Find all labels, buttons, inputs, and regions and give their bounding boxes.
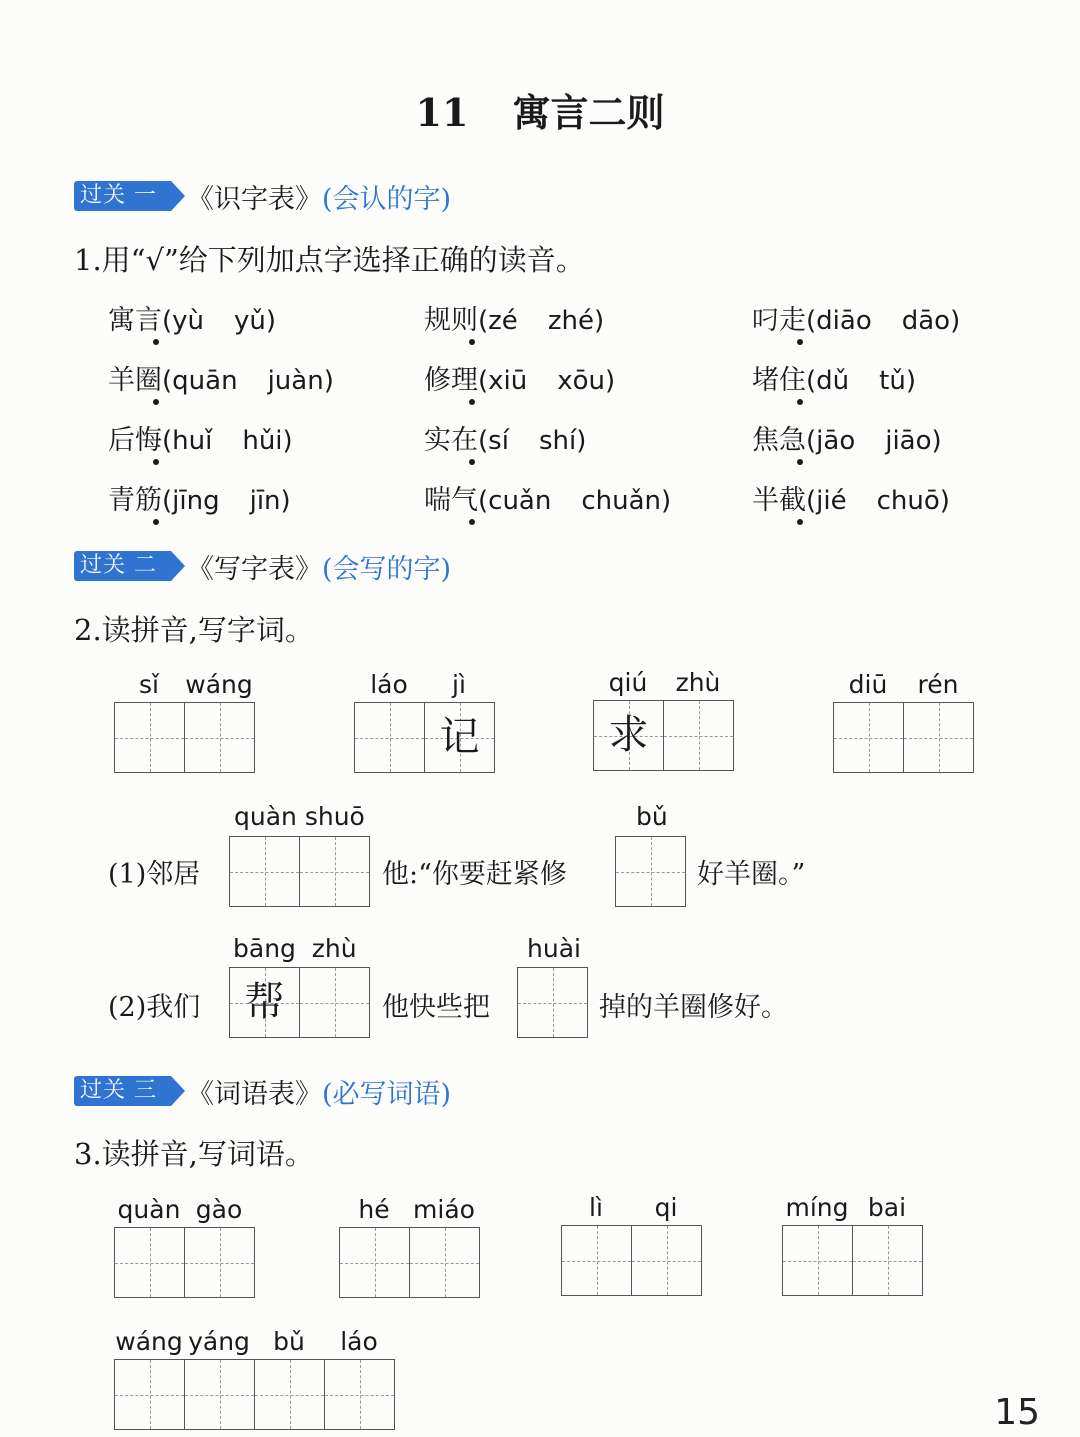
writing-box[interactable] xyxy=(664,701,733,770)
pinyin: diū xyxy=(848,670,888,699)
option-1[interactable]: dǔ xyxy=(816,366,850,396)
writing-box[interactable]: 记 xyxy=(425,703,494,772)
option-2[interactable]: chuǎn xyxy=(581,486,662,516)
emphasis-dot xyxy=(153,399,159,405)
pinyin: qiú xyxy=(608,668,648,697)
emphasis-dot xyxy=(797,519,803,525)
sentence-1-label: (1)邻居 xyxy=(108,859,201,890)
reading-item: 焦急 (jāo jiāo) xyxy=(752,418,942,457)
emphasis-dot xyxy=(469,459,475,465)
writing-box[interactable] xyxy=(230,837,300,906)
writing-box[interactable] xyxy=(340,1228,410,1297)
option-2[interactable]: yǔ xyxy=(234,306,266,336)
pinyin: rén xyxy=(917,670,959,699)
reading-item: 修理 (xiū xōu) xyxy=(424,358,615,397)
writing-box[interactable] xyxy=(904,703,973,772)
section-header-3 xyxy=(74,1075,452,1110)
item-word: 堵住 xyxy=(752,358,806,397)
option-1[interactable]: huǐ xyxy=(172,426,213,456)
reading-item: 实在 (sí shí) xyxy=(424,418,586,457)
pinyin: wáng xyxy=(185,670,253,699)
section-hint: (会写的字) xyxy=(322,553,452,585)
pinyin: quàn shuō xyxy=(234,802,365,831)
option-2[interactable]: juàn xyxy=(267,366,324,396)
emphasis-dot xyxy=(153,339,159,345)
option-2[interactable]: hǔi xyxy=(242,426,283,456)
item-word: 规则 xyxy=(424,298,478,337)
lesson-name: 寓言二则 xyxy=(512,90,665,135)
page-number: 15 xyxy=(994,1392,1040,1433)
item-word: 半截 xyxy=(752,478,806,517)
question-2-prompt: 2.读拼音,写字词。 xyxy=(74,613,314,647)
writing-box[interactable] xyxy=(853,1226,922,1295)
section-book: 《写字表》 xyxy=(187,553,322,585)
sentence-2-end: 掉的羊圈修好。 xyxy=(599,992,788,1023)
option-2[interactable]: shí xyxy=(538,426,577,456)
pinyin: zhù xyxy=(675,668,721,697)
option-1[interactable]: jié xyxy=(816,486,847,516)
emphasis-dot xyxy=(153,459,159,465)
sentence-2-label: (2)我们 xyxy=(108,992,201,1023)
item-word: 焦急 xyxy=(752,418,806,457)
option-2[interactable]: dāo xyxy=(901,306,951,336)
section-badge: 过关 二 xyxy=(74,551,171,581)
section-header-1 xyxy=(74,180,452,215)
pinyin: hé xyxy=(358,1195,390,1224)
emphasis-dot xyxy=(469,519,475,525)
item-word: 羊圈 xyxy=(108,358,162,397)
sentence-1-box-2 xyxy=(615,836,686,907)
writing-box[interactable] xyxy=(115,1360,185,1429)
question-1-prompt: 1.用“√”给下列加点字选择正确的读音。 xyxy=(74,243,585,277)
pinyin: bai xyxy=(867,1193,907,1222)
option-1[interactable]: yù xyxy=(172,306,205,336)
lesson-title xyxy=(0,82,1080,137)
q3-word-group xyxy=(114,1195,255,1298)
pinyin: bāng zhù xyxy=(233,934,357,963)
option-2[interactable]: xōu xyxy=(557,366,606,396)
pinyin: miáo xyxy=(413,1195,475,1224)
item-word: 实在 xyxy=(424,418,478,457)
reading-item: 青筋 (jīng jīn) xyxy=(108,478,291,517)
writing-box[interactable] xyxy=(632,1226,701,1295)
option-2[interactable]: zhé xyxy=(547,306,594,336)
pinyin: sǐ xyxy=(139,670,159,699)
pinyin: quàn xyxy=(117,1195,181,1224)
option-1[interactable]: xiū xyxy=(488,366,528,396)
q3-word-group xyxy=(782,1193,923,1296)
emphasis-dot xyxy=(797,399,803,405)
item-word: 叼走 xyxy=(752,298,806,337)
section-book: 《识字表》 xyxy=(187,183,322,215)
writing-box[interactable] xyxy=(518,968,587,1037)
pinyin: míng xyxy=(785,1193,849,1222)
section-badge: 过关 一 xyxy=(74,181,171,211)
question-3-prompt: 3.读拼音,写词语。 xyxy=(74,1137,314,1171)
option-2[interactable]: jiāo xyxy=(885,426,932,456)
sentence-1-end: 好羊圈。” xyxy=(697,859,806,890)
emphasis-dot xyxy=(797,339,803,345)
section-badge: 过关 三 xyxy=(74,1076,171,1106)
pinyin: láo xyxy=(340,1327,378,1356)
q3-word-group xyxy=(339,1195,480,1298)
emphasis-dot xyxy=(469,399,475,405)
lesson-number: 11 xyxy=(415,90,469,135)
writing-box[interactable] xyxy=(115,1228,185,1297)
q2-word-group xyxy=(114,670,255,773)
writing-box[interactable] xyxy=(562,1226,632,1295)
item-word: 喘气 xyxy=(424,478,478,517)
item-word: 寓言 xyxy=(108,298,162,337)
pinyin: jì xyxy=(452,670,466,699)
pinyin: bǔ xyxy=(636,802,668,831)
item-word: 修理 xyxy=(424,358,478,397)
writing-box[interactable]: 帮 xyxy=(230,968,300,1037)
reading-item: 半截 (jié chuō) xyxy=(752,478,950,517)
writing-box[interactable] xyxy=(255,1360,325,1429)
option-1[interactable]: sí xyxy=(488,426,509,456)
pinyin: yáng xyxy=(188,1327,250,1356)
writing-box[interactable] xyxy=(834,703,904,772)
pinyin: qi xyxy=(654,1193,678,1222)
option-1[interactable]: diāo xyxy=(816,306,872,336)
q2-word-group xyxy=(833,670,974,773)
writing-box[interactable] xyxy=(115,703,185,772)
option-1[interactable]: cuǎn xyxy=(488,486,552,516)
sentence-2-box-2 xyxy=(517,967,588,1038)
writing-box[interactable] xyxy=(355,703,425,772)
q2-word-group xyxy=(354,670,495,773)
option-1[interactable]: quān xyxy=(172,366,238,396)
option-1[interactable]: jāo xyxy=(816,426,856,456)
section-hint: (会认的字) xyxy=(322,183,452,215)
reading-item: 堵住 (dǔ tǔ) xyxy=(752,358,916,397)
sentence-2-boxes xyxy=(229,967,370,1038)
writing-box[interactable] xyxy=(783,1226,853,1295)
pinyin: gào xyxy=(195,1195,243,1224)
sentence-1-boxes xyxy=(229,836,370,907)
item-word: 青筋 xyxy=(108,478,162,517)
writing-box[interactable] xyxy=(185,1228,254,1297)
option-1[interactable]: zé xyxy=(488,306,518,336)
writing-box[interactable]: 求 xyxy=(594,701,664,770)
option-2[interactable]: tǔ xyxy=(879,366,906,396)
writing-box[interactable] xyxy=(325,1360,394,1429)
reading-item: 叼走 (diāo dāo) xyxy=(752,298,960,337)
reading-item: 喘气 (cuǎn chuǎn) xyxy=(424,478,671,517)
option-2[interactable]: jīn xyxy=(249,486,281,516)
sentence-2-middle: 他快些把 xyxy=(382,992,490,1023)
item-word: 后悔 xyxy=(108,418,162,457)
pinyin: huài xyxy=(527,934,581,963)
pinyin: láo xyxy=(370,670,408,699)
reading-item: 规则 (zé zhé) xyxy=(424,298,604,337)
emphasis-dot xyxy=(153,519,159,525)
section-header-2 xyxy=(74,550,452,585)
option-2[interactable]: chuō xyxy=(876,486,940,516)
section-hint: (必写词语) xyxy=(322,1078,452,1110)
pinyin: bǔ xyxy=(273,1327,305,1356)
sentence-1-middle: 他:“你要赶紧修 xyxy=(382,859,567,890)
pinyin: wáng xyxy=(115,1327,183,1356)
writing-box[interactable] xyxy=(616,837,685,906)
pinyin: lì xyxy=(589,1193,603,1222)
q3-word-group xyxy=(561,1193,702,1296)
writing-box[interactable] xyxy=(410,1228,479,1297)
reading-item: 羊圈 (quān juàn) xyxy=(108,358,334,397)
writing-box[interactable] xyxy=(300,968,369,1037)
emphasis-dot xyxy=(469,339,475,345)
q2-word-group xyxy=(593,668,734,771)
reading-item: 后悔 (huǐ hǔi) xyxy=(108,418,293,457)
option-1[interactable]: jīng xyxy=(172,486,220,516)
emphasis-dot xyxy=(797,459,803,465)
q3-idiom-group xyxy=(114,1327,395,1430)
reading-item: 寓言 (yù yǔ) xyxy=(108,298,276,337)
writing-box[interactable] xyxy=(185,1360,255,1429)
writing-box[interactable] xyxy=(300,837,369,906)
writing-box[interactable] xyxy=(185,703,254,772)
section-book: 《词语表》 xyxy=(187,1078,322,1110)
